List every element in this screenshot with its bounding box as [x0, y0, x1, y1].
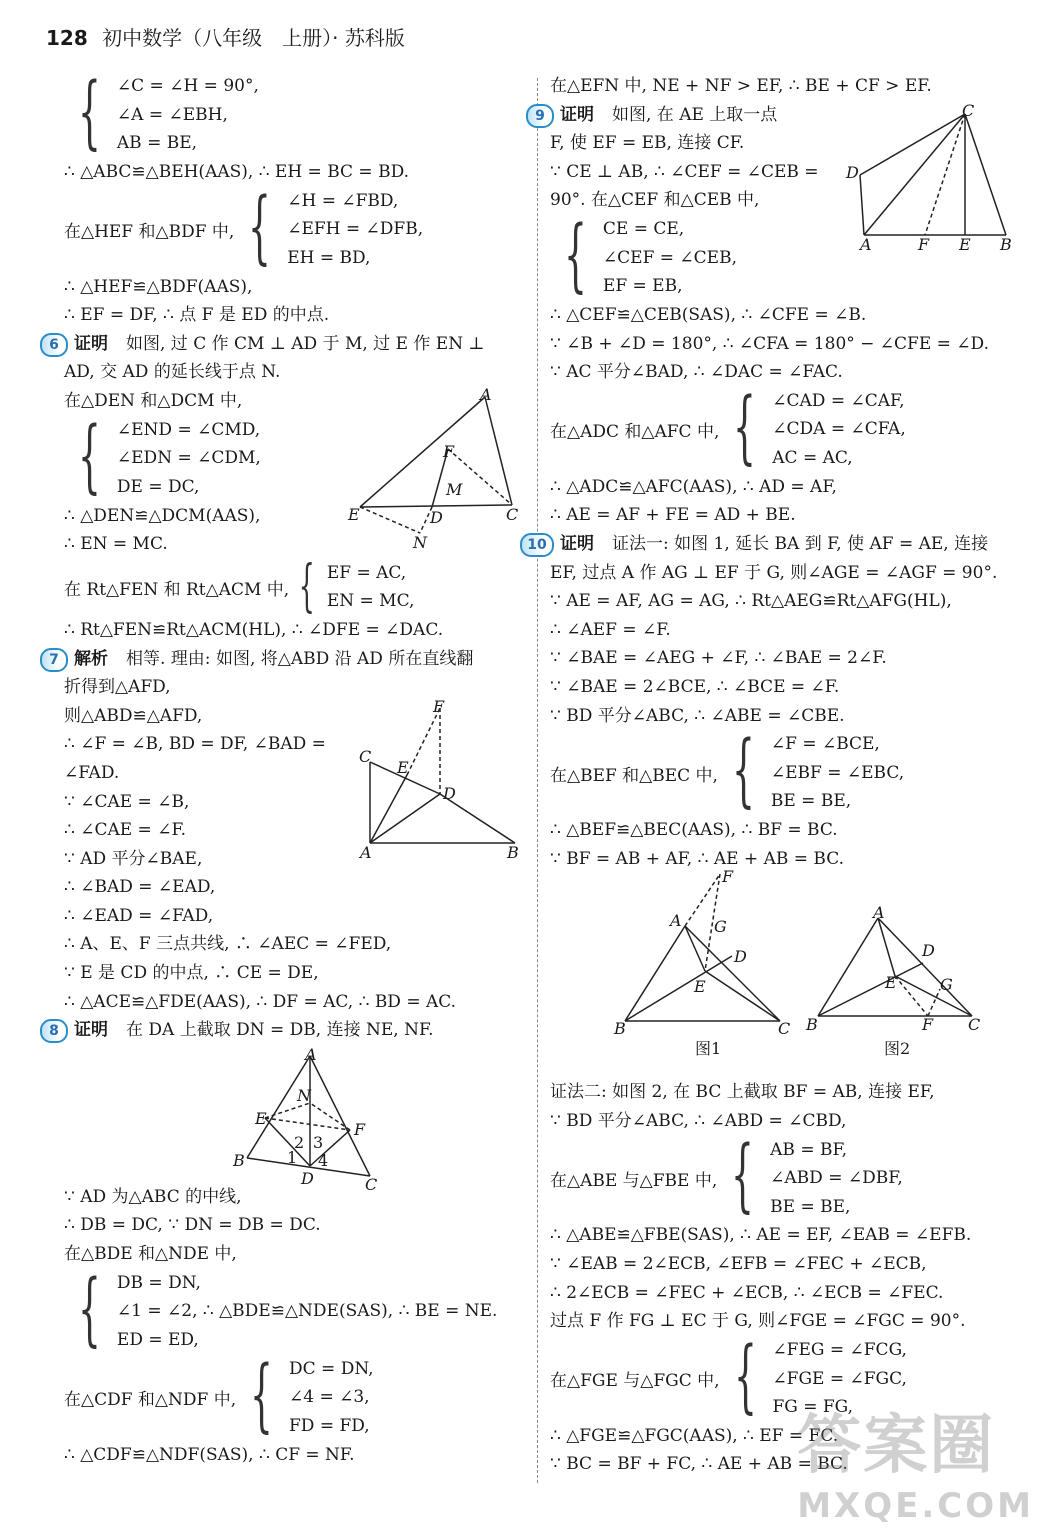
svg-text:A: A — [670, 911, 682, 930]
svg-text:M: M — [446, 480, 463, 499]
line: AD, 交 AD 的延长线于点 N. — [64, 362, 281, 383]
svg-text:D: D — [430, 508, 443, 527]
line: ∴ △ADC≌△AFC(AAS), ∴ AD = AF, — [550, 476, 837, 497]
line: ∴ △ACE≌△FDE(AAS), ∴ DF = AC, ∴ BD = AC. — [64, 991, 457, 1012]
q10-system: 在△BEF 和△BEC 中, { ∠F = ∠BCE, ∠EBF = ∠EBC, BE = BE, — [550, 723, 905, 817]
system-label: 在△CDF 和△NDF 中, — [64, 1390, 237, 1411]
line: ∠F = ∠BCE, — [770, 734, 880, 755]
svg-text:A: A — [305, 1048, 317, 1064]
question-number-badge: 6 — [40, 333, 68, 357]
system-label: 在△ABE 与△FBE 中, — [550, 1170, 718, 1191]
line: ∵ ∠EAB = 2∠ECB, ∠EFB = ∠FEC + ∠ECB, — [550, 1254, 927, 1275]
svg-text:E: E — [348, 505, 360, 524]
svg-text:A: A — [873, 903, 885, 922]
q10-system-3: 在△FGE 与△FGC 中, { ∠FEG = ∠FCG, ∠FGE = ∠FGC, FG = FG, — [550, 1328, 907, 1422]
line: ∠EDN = ∠CDM, — [116, 448, 261, 469]
line: ∴ Rt△FEN≌Rt△ACM(HL), ∴ ∠DFE = ∠DAC. — [64, 619, 444, 640]
answer-tag: 证明 — [560, 104, 594, 125]
system-label: 在△HEF 和△BDF 中, — [64, 222, 235, 243]
line: ∵ BF = AB + AF, ∴ AE + AB = BC. — [550, 848, 845, 869]
svg-text:D: D — [922, 941, 935, 960]
line: DC = DN, — [289, 1358, 374, 1379]
line: ∵ BC = BF + FC, ∴ AE + AB = BC. — [550, 1454, 848, 1475]
line: ED = ED, — [116, 1329, 199, 1350]
svg-text:B: B — [507, 843, 519, 862]
line: ∵ AD 平分∠BAE, — [64, 848, 203, 869]
q8-system: { DB = DN, ∠1 = ∠2, ∴ △BDE≌△NDE(SAS), ∴ BE = NE. ED = ED, — [77, 1261, 498, 1355]
line: 证法一: 如图 1, 延长 BA 到 F, 使 AF = AE, 连接 — [612, 533, 989, 554]
q6-heading — [49, 330, 524, 359]
system-label: 在 Rt△FEN 和 Rt△ACM 中, — [64, 579, 290, 600]
line: ∠EBF = ∠EBC, — [770, 762, 905, 783]
line: ∴ △HEF≌△BDF(AAS), — [64, 276, 253, 297]
q8-system-2: 在△CDF 和△NDF 中, { DC = DN, ∠4 = ∠3, FD = FD, — [64, 1347, 374, 1441]
line: ∴ EN = MC. — [64, 534, 168, 555]
line: ∴ DB = DC, ∵ DN = DB = DC. — [64, 1215, 321, 1236]
svg-text:B: B — [233, 1151, 245, 1170]
line: ∴ △FGE≌△FGC(AAS), ∴ EF = FC. — [550, 1425, 839, 1446]
line: 在△EFN 中, NE + NF > EF, ∴ BE + CF > EF. — [550, 76, 932, 96]
line: ∴ A、E、F 三点共线, ∴ ∠AEC = ∠FED, — [64, 934, 392, 955]
svg-text:G: G — [940, 975, 953, 994]
q10-system-2: 在△ABE 与△FBE 中, { AB = BF, ∠ABD = ∠DBF, BE = BE, — [550, 1128, 903, 1222]
svg-text:D: D — [443, 784, 456, 803]
right-column — [527, 72, 1030, 1479]
svg-text:G: G — [714, 917, 727, 936]
line: EF = AC, — [326, 562, 407, 583]
svg-text:E: E — [885, 973, 897, 992]
fig1 — [613, 867, 790, 1058]
svg-text:4: 4 — [318, 1151, 329, 1170]
svg-text:E: E — [255, 1109, 267, 1128]
svg-text:C: C — [506, 505, 519, 524]
svg-text:D: D — [301, 1169, 314, 1188]
q9-figure — [840, 100, 1020, 260]
watermark — [797, 1394, 1034, 1526]
line: ∠H = ∠FBD, — [287, 190, 399, 211]
line: ∠CDA = ∠CFA, — [772, 419, 906, 440]
answer-tag: 证明 — [74, 333, 108, 354]
line: ∴ △ABC≌△BEH(AAS), ∴ EH = BC = BD. — [64, 162, 409, 182]
q6-system: { ∠END = ∠CMD, ∠EDN = ∠CDM, DE = DC, — [77, 408, 261, 502]
q9-system-2: 在△ADC 和△AFC 中, { ∠CAD = ∠CAF, ∠CDA = ∠CFA, AC = AC, — [550, 379, 906, 473]
answer-tag: 证明 — [560, 533, 594, 554]
line: ∴ ∠AEF = ∠F. — [550, 619, 671, 640]
line: FD = FD, — [289, 1415, 370, 1436]
line: ∠CAD = ∠CAF, — [772, 390, 905, 411]
watermark-text: 答案圈 — [797, 1409, 996, 1483]
line: 在△DEN 和△DCM 中, — [64, 390, 243, 411]
svg-text:A: A — [360, 843, 372, 862]
svg-text:B: B — [806, 1015, 818, 1034]
q5-system-1: { ∠C = ∠H = 90°, ∠A = ∠EBH, AB = BE, — [77, 65, 259, 158]
svg-text:3: 3 — [313, 1133, 324, 1152]
line: DB = DN, — [116, 1272, 201, 1293]
line: ∠CEF = ∠CEB, — [602, 247, 737, 268]
svg-text:C: C — [359, 747, 372, 766]
svg-text:N: N — [413, 533, 427, 552]
svg-text:E: E — [694, 977, 706, 996]
line: ∠4 = ∠3, — [289, 1387, 370, 1408]
svg-text:D: D — [846, 163, 859, 182]
fig2 — [805, 903, 980, 1058]
svg-text:E: E — [397, 758, 409, 777]
svg-text:D: D — [734, 947, 747, 966]
svg-text:F: F — [722, 867, 734, 886]
page-number: 128 — [46, 26, 88, 50]
q10-heading — [527, 530, 1030, 559]
line: 过点 F 作 FG ⊥ EC 于 G, 则∠FGE = ∠FGC = 90°. — [550, 1311, 966, 1332]
svg-text:F: F — [443, 442, 455, 461]
line: ∵ ∠CAE = ∠B, — [64, 791, 190, 812]
line: F, 使 EF = EB, 连接 CF. — [550, 133, 745, 154]
svg-text:C: C — [778, 1019, 791, 1038]
line: ∴ △ABE≌△FBE(SAS), ∴ AE = EF, ∠EAB = ∠EFB. — [550, 1225, 972, 1246]
line: ∴ △BEF≌△BEC(AAS), ∴ BF = BC. — [550, 820, 838, 841]
line: ∴ 2∠ECB = ∠FEC + ∠ECB, ∴ ∠ECB = ∠FEC. — [550, 1282, 944, 1303]
line: 折得到△AFD, — [64, 677, 171, 698]
q7-heading — [49, 645, 524, 674]
line: DE = DC, — [116, 476, 200, 497]
system-label: 在△BEF 和△BEC 中, — [550, 765, 718, 786]
q7-figure — [355, 700, 525, 865]
line: BE = BE, — [770, 1196, 851, 1217]
svg-text:1: 1 — [287, 1148, 298, 1167]
line: ∵ AD 为△ABC 的中线, — [64, 1186, 242, 1207]
q6-system-2: 在 Rt△FEN 和 Rt△ACM 中, { EF = AC, EN = MC, — [64, 553, 415, 619]
q10-figures — [610, 866, 1000, 1066]
line: ∠A = ∠EBH, — [116, 104, 228, 125]
line: 如图, 在 AE 上取一点 — [612, 104, 778, 125]
question-number-badge: 10 — [520, 533, 554, 557]
line: EF = EB, — [602, 276, 683, 297]
svg-text:F: F — [918, 235, 930, 254]
fig2-caption: 图2 — [884, 1039, 911, 1058]
line: 则△ABD≌△AFD, — [64, 705, 203, 726]
line: ∴ △CDF≌△NDF(SAS), ∴ CF = NF. — [64, 1444, 355, 1465]
system-label: 在△FGE 与△FGC 中, — [550, 1371, 720, 1392]
line: ∵ ∠BAE = ∠AEG + ∠F, ∴ ∠BAE = 2∠F. — [550, 648, 887, 669]
line: ∴ ∠BAD = ∠EAD, — [64, 877, 216, 898]
line: ∠1 = ∠2, ∴ △BDE≌△NDE(SAS), ∴ BE = NE. — [116, 1301, 498, 1322]
line: ∠FGE = ∠FGC, — [772, 1368, 907, 1389]
line: ∵ E 是 CD 的中点, ∴ CE = DE, — [64, 963, 319, 984]
question-number-badge: 8 — [40, 1019, 68, 1043]
line: 证法二: 如图 2, 在 BC 上截取 BF = AB, 连接 EF, — [550, 1082, 935, 1103]
line: BE = BE, — [770, 791, 852, 812]
answer-tag: 解析 — [74, 648, 108, 669]
book-title: 初中数学（八年级 上册）· 苏科版 — [102, 26, 405, 50]
line: ∴ ∠CAE = ∠F. — [64, 820, 187, 841]
svg-text:N: N — [297, 1086, 311, 1105]
svg-text:A: A — [480, 385, 492, 404]
question-number-badge: 9 — [526, 104, 554, 128]
answer-tag: 证明 — [74, 1020, 108, 1041]
line: AB = BF, — [770, 1139, 848, 1160]
question-number-badge: 7 — [40, 648, 68, 672]
line: AC = AC, — [772, 448, 853, 469]
svg-text:2: 2 — [294, 1133, 305, 1152]
line: AB = BE, — [116, 133, 198, 154]
line: ∵ BD 平分∠ABC, ∴ ∠ABE = ∠CBE. — [550, 705, 845, 726]
line: ∴ AE = AF + FE = AD + BE. — [550, 505, 796, 526]
line: 在△BDE 和△NDE 中, — [64, 1244, 237, 1265]
line: ∠FAD. — [64, 762, 120, 783]
q6-figure — [340, 385, 530, 555]
svg-text:F: F — [354, 1120, 366, 1139]
column-divider — [537, 78, 538, 1483]
line: ∠FEG = ∠FCG, — [772, 1339, 907, 1360]
line: ∠END = ∠CMD, — [116, 419, 261, 440]
line: FG = FG, — [772, 1397, 854, 1418]
svg-text:B: B — [614, 1019, 626, 1038]
line: 相等. 理由: 如图, 将△ABD 沿 AD 所在直线翻 — [126, 648, 474, 669]
line: EH = BD, — [287, 247, 371, 268]
line: ∵ CE ⊥ AB, ∴ ∠CEF = ∠CEB = — [550, 161, 819, 182]
svg-text:C: C — [968, 1015, 981, 1034]
svg-text:C: C — [365, 1175, 378, 1193]
svg-text:B: B — [1000, 235, 1012, 254]
line: ∵ ∠BAE = 2∠BCE, ∴ ∠BCE = ∠F. — [550, 676, 840, 697]
line: ∵ ∠B + ∠D = 180°, ∴ ∠CFA = 180° − ∠CFE = ∠D. — [550, 333, 989, 354]
q8-figure — [225, 1048, 395, 1193]
q8-heading — [49, 1016, 524, 1045]
line: ∵ BD 平分∠ABC, ∴ ∠ABD = ∠CBD, — [550, 1110, 847, 1131]
line: ∠ABD = ∠DBF, — [770, 1168, 903, 1189]
watermark-url: MXQE.COM — [797, 1486, 1034, 1526]
line: ∴ ∠EAD = ∠FAD, — [64, 905, 214, 926]
line: 如图, 过 C 作 CM ⊥ AD 于 M, 过 E 作 EN ⊥ — [126, 333, 485, 354]
svg-text:F: F — [922, 1015, 934, 1034]
fig1-caption: 图1 — [695, 1039, 722, 1058]
page-header — [46, 22, 405, 51]
line: ∴ EF = DF, ∴ 点 F 是 ED 的中点. — [64, 305, 330, 326]
system-label: 在△ADC 和△AFC 中, — [550, 422, 720, 443]
line: ∠EFH = ∠DFB, — [287, 219, 424, 240]
line: ∠C = ∠H = 90°, — [116, 76, 259, 97]
q9-system: { CE = CE, ∠CEF = ∠CEB, EF = EB, — [563, 207, 737, 301]
svg-text:F: F — [433, 700, 445, 716]
line: ∵ AE = AF, AG = AG, ∴ Rt△AEG≌Rt△AFG(HL), — [550, 591, 952, 612]
q5-system-2: 在△HEF 和△BDF 中, { ∠H = ∠FBD, ∠EFH = ∠DFB, EH = BD, — [64, 179, 424, 273]
svg-text:A: A — [860, 235, 872, 254]
line: ∴ △DEN≌△DCM(AAS), — [64, 505, 261, 526]
line: EF, 过点 A 作 AG ⊥ EF 于 G, 则∠AGE = ∠AGF = 90°. — [550, 562, 998, 583]
svg-text:C: C — [962, 101, 975, 120]
svg-text:E: E — [959, 235, 971, 254]
line: ∴ △CEF≌△CEB(SAS), ∴ ∠CFE = ∠B. — [550, 304, 867, 325]
line: EN = MC, — [326, 591, 415, 612]
line: 在 DA 上截取 DN = DB, 连接 NE, NF. — [126, 1020, 434, 1041]
line: ∴ ∠F = ∠B, BD = DF, ∠BAD = — [64, 734, 326, 755]
line: ∵ AC 平分∠BAD, ∴ ∠DAC = ∠FAC. — [550, 362, 843, 383]
line: 90°. 在△CEF 和△CEB 中, — [550, 190, 760, 211]
line: CE = CE, — [602, 219, 685, 240]
